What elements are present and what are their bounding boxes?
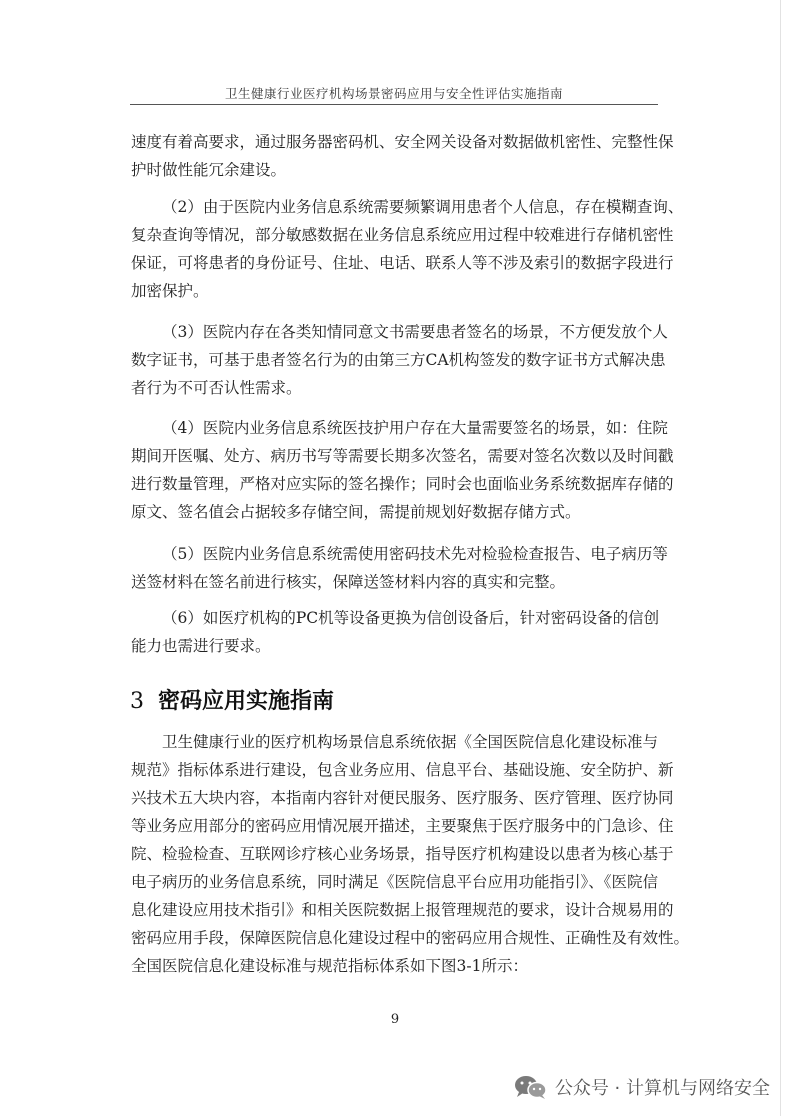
text-line: （6）如医疗机构的PC机等设备更换为信创设备后，针对密码设备的信创 <box>162 609 660 627</box>
section-body <box>131 728 690 980</box>
text-line: 兴技术五大块内容，本指南内容针对便民服务、医疗服务、医疗管理、医疗协同 <box>131 789 674 807</box>
wechat-icon <box>513 1074 549 1100</box>
watermark <box>513 1074 770 1100</box>
page-number: 9 <box>390 1012 400 1027</box>
running-header: 卫生健康行业医疗机构场景密码应用与安全性评估实施指南 <box>224 86 563 101</box>
text-line: 密码应用手段，保障医院信息化建设过程中的密码应用合规性、正确性及有效性。 <box>131 929 690 947</box>
text-line: 期间开医嘱、处方、病历书写等需要长期多次签名，需要对签名次数以及时间戳 <box>131 447 674 465</box>
paragraph-item-2 <box>131 193 684 305</box>
paragraph-item-4 <box>131 414 674 526</box>
text-line: 能力也需进行要求。 <box>131 637 271 655</box>
text-line: 保证，可将患者的身份证号、住址、电话、联系人等不涉及索引的数据字段进行 <box>131 254 674 272</box>
text-line: 者行为不可否认性需求。 <box>131 379 302 397</box>
paragraph-item-3 <box>131 318 668 402</box>
text-line: （5）医院内业务信息系统需使用密码技术先对检验检查报告、电子病历等 <box>162 545 668 563</box>
text-line: 等业务应用部分的密码应用情况展开描述，主要聚焦于医疗服务中的门急诊、住 <box>131 817 674 835</box>
page-edge-line <box>780 0 781 1116</box>
paragraph-continuation <box>131 128 674 184</box>
section-title: 密码应用实施指南 <box>158 689 335 714</box>
header-rule <box>130 104 658 105</box>
text-line: 复杂查询等情况，部分敏感数据在业务信息系统应用过程中较难进行存储机密性 <box>131 226 674 244</box>
section-heading <box>130 684 334 715</box>
text-line: 数字证书，可基于患者签名行为的由第三方CA机构签发的数字证书方式解决患 <box>131 351 666 369</box>
section-number: 3 <box>130 689 144 714</box>
text-line: 原文、签名值会占据较多存储空间，需提前规划好数据存储方式。 <box>131 503 581 521</box>
text-line: 进行数量管理，严格对应实际的签名操作；同时会也面临业务系统数据库存储的 <box>131 475 674 493</box>
paragraph-item-5 <box>131 540 668 596</box>
text-line: （3）医院内存在各类知情同意文书需要患者签名的场景，不方便发放个人 <box>162 323 668 341</box>
text-line: 加密保护。 <box>131 282 209 300</box>
paragraph-item-6 <box>131 604 660 660</box>
text-line: （2）由于医院内业务信息系统需要频繁调用患者个人信息，存在模糊查询、 <box>162 198 684 216</box>
text-line: 护时做性能冗余建设。 <box>131 161 287 179</box>
text-line: 送签材料在签名前进行核实，保障送签材料内容的真实和完整。 <box>131 573 566 591</box>
text-line: 院、检验检查、互联网诊疗核心业务场景，指导医疗机构建设以患者为核心基于 <box>131 845 674 863</box>
text-line: （4）医院内业务信息系统医技护用户存在大量需要签名的场景，如：住院 <box>162 419 668 437</box>
text-line: 速度有着高要求，通过服务器密码机、安全网关设备对数据做机密性、完整性保 <box>131 133 674 151</box>
text-line: 息化建设应用技术指引》和相关医院数据上报管理规范的要求，设计合规易用的 <box>131 901 674 919</box>
text-line: 规范》指标体系进行建设，包含业务应用、信息平台、基础设施、安全防护、新 <box>131 761 674 779</box>
text-line: 卫生健康行业的医疗机构场景信息系统依据《全国医院信息化建设标准与 <box>162 733 659 751</box>
text-line: 电子病历的业务信息系统，同时满足《医院信息平台应用功能指引》、《医院信 <box>131 873 659 891</box>
watermark-text: 公众号 · 计算机与网络安全 <box>554 1078 770 1099</box>
text-line: 全国医院信息化建设标准与规范指标体系如下图3-1所示： <box>131 957 528 975</box>
